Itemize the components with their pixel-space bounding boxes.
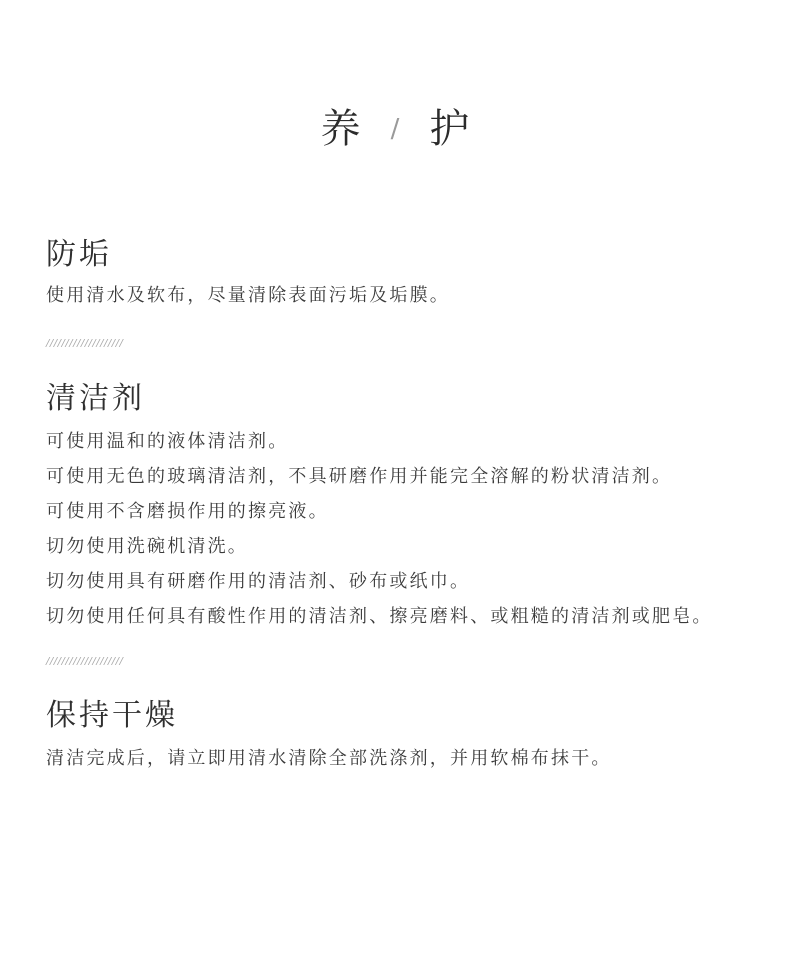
section-keep-dry (46, 697, 786, 776)
page-title (0, 104, 790, 156)
section-text-line: 可使用不含磨损作用的擦亮液。 (46, 501, 329, 522)
section-text-list (46, 424, 786, 634)
section-text-line: 使用清水及软布，尽量清除表面污垢及垢膜。 (46, 285, 450, 306)
title-right: 护 (429, 106, 470, 152)
section-heading: 清洁剂 (46, 381, 145, 416)
section-text-line: 切勿使用洗碗机清洗。 (46, 536, 248, 557)
section-heading: 保持干燥 (46, 698, 178, 733)
section-detergent (46, 380, 786, 634)
section-divider: //////////////////// (46, 338, 124, 349)
section-text-line: 可使用无色的玻璃清洁剂，不具研磨作用并能完全溶解的粉状清洁剂。 (46, 466, 673, 487)
section-heading: 防垢 (46, 237, 112, 272)
section-text-line: 切勿使用任何具有酸性作用的清洁剂、擦亮磨料、或粗糙的清洁剂或肥皂。 (46, 606, 713, 627)
title-separator: / (390, 114, 400, 144)
section-antiscale (46, 236, 786, 313)
section-divider: //////////////////// (46, 656, 124, 667)
section-text-line: 可使用温和的液体清洁剂。 (46, 431, 289, 452)
title-left: 养 (320, 106, 361, 152)
section-text-line: 清洁完成后，请立即用清水清除全部洗涤剂，并用软棉布抹干。 (46, 748, 612, 769)
section-text-line: 切勿使用具有研磨作用的清洁剂、砂布或纸巾。 (46, 571, 471, 592)
